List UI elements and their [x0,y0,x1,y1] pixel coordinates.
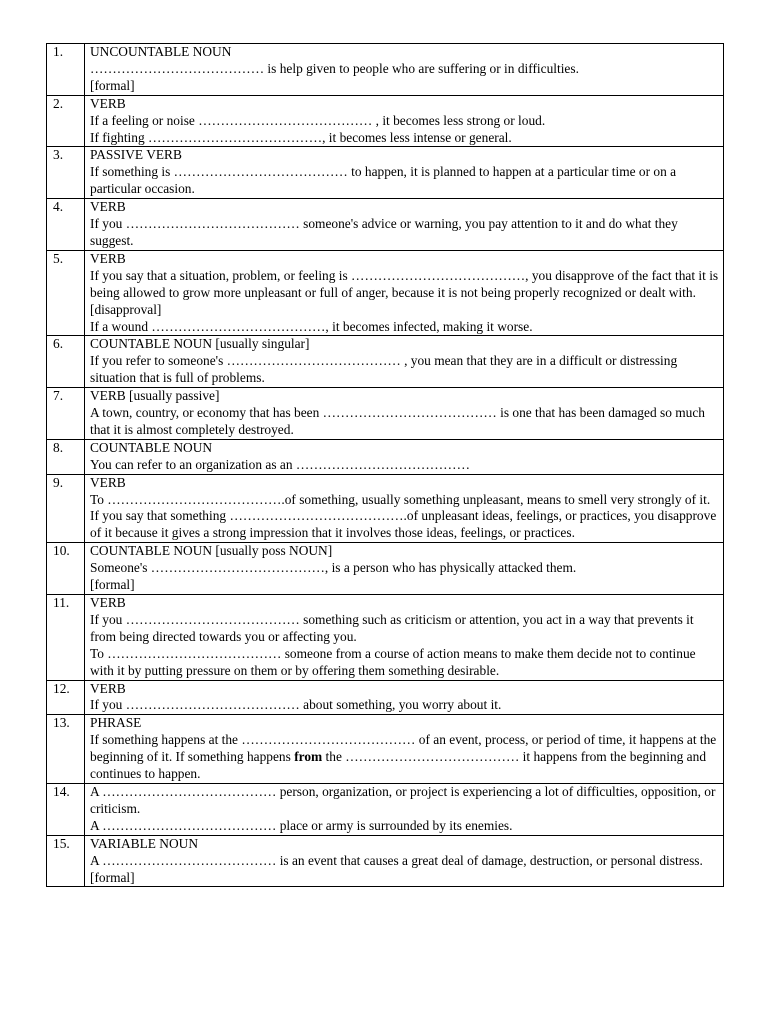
entry-definition [85,474,724,543]
definition-line: ………………………………… is help given to people who are suffering or in difficulties. [90,60,579,76]
definition-line: If you say that a situation, problem, or feeling is …………………………………, you disapprove of the fact that it is being allowed to grow more unpleasant or full of anger, because it is not being properly recognized or dealt with. [90,267,719,300]
entry-number: 12. [47,680,85,715]
table-row [47,336,724,388]
table-row [47,44,724,96]
entry-definition [85,199,724,251]
definition-line: If you ………………………………… someone's advice or warning, you pay attention to it and do what they suggest. [90,216,678,248]
entry-number: 2. [47,95,85,147]
definition-line: If you refer to someone's ………………………………… , you mean that they are in a difficult or distressing situation that is full of problems. [90,353,678,386]
entry-number: 5. [47,250,85,336]
definition-line: If fighting …………………………………, it becomes less intense or general. [90,129,512,145]
table-row [47,250,724,336]
entry-number: 13. [47,715,85,784]
table-row [47,715,724,784]
entry-number: 14. [47,783,85,835]
definition-line: A ………………………………… is an event that causes a great deal of damage, destruction, or personal distress. [90,852,703,868]
entry-definition [85,715,724,784]
definition-line: Someone's …………………………………, is a person who has physically attacked them. [90,560,577,576]
entry-definition [85,147,724,199]
definition-line: If a feeling or noise ………………………………… , it becomes less strong or loud. [90,112,546,128]
entry-number: 10. [47,543,85,595]
definition-text: If something happens at the ………………………………… of an event, process, or period of time, it happens at the beginning of it. If something happens [90,732,717,765]
entry-definition [85,44,724,96]
definition-line: VERB [90,595,126,610]
definition-text: the ………………………………… it happens from the beginning and continues to happen. [90,749,707,782]
entry-definition [85,250,724,336]
definition-line: PHRASE [90,715,142,731]
entry-definition [85,783,724,835]
definition-line: VERB [90,680,126,696]
definition-line [90,732,720,783]
definition-line: VERB [90,250,126,266]
definition-line: If you ………………………………… about something, you worry about it. [90,697,502,713]
vocabulary-worksheet [46,43,723,887]
table-row [47,439,724,474]
definition-line: [formal] [90,77,135,93]
definition-line: If you ………………………………… something such as criticism or attention, you act in a way that prevents it from being directed towards you or affecting you. [90,611,694,644]
definition-line: VARIABLE NOUN [90,835,198,851]
definition-line: A ………………………………… person, organization, or project is experiencing a lot of difficulties, opposition, or criticism. [90,783,716,816]
table-row [47,543,724,595]
table-row [47,680,724,715]
entry-number: 4. [47,199,85,251]
entry-definition [85,595,724,681]
definition-line: [formal] [90,869,135,885]
entry-definition [85,388,724,440]
emphasized-word: from [294,749,323,765]
table-row [47,199,724,251]
entry-number: 9. [47,474,85,543]
definition-line: To ………………………………… someone from a course of action means to make them decide not to continue with it by putting pressure on them or by offering them something desirable. [90,645,696,678]
definition-line: If something is ………………………………… to happen, it is planned to happen at a particular time or on a particular occasion. [90,164,677,197]
table-row [47,95,724,147]
entry-number: 8. [47,439,85,474]
table-row [47,783,724,835]
table-row [47,595,724,681]
table-row [47,388,724,440]
definition-line: If a wound …………………………………, it becomes infected, making it worse. [90,318,533,334]
definition-line: UNCOUNTABLE NOUN [90,44,232,59]
definition-line: VERB [90,199,126,215]
entry-number: 6. [47,336,85,388]
entry-number: 11. [47,595,85,681]
definition-line: [disapproval] [90,301,162,317]
definition-line: COUNTABLE NOUN [usually poss NOUN] [90,543,333,559]
table-row [47,835,724,887]
entry-number: 15. [47,835,85,887]
entry-definition [85,95,724,147]
entry-number: 3. [47,147,85,199]
table-row [47,474,724,543]
table-row [47,147,724,199]
definition-line: A ………………………………… place or army is surrounded by its enemies. [90,817,513,833]
entry-definition [85,439,724,474]
entry-definition [85,835,724,887]
entry-definition [85,680,724,715]
entry-definition [85,543,724,595]
definition-line: VERB [usually passive] [90,388,220,404]
entry-number: 7. [47,388,85,440]
definition-line: A town, country, or economy that has been ………………………………… is one that has been damaged so much that it is almost completely destroyed. [90,405,705,437]
definition-line: VERB [90,474,126,490]
vocabulary-table [46,43,724,887]
vocabulary-table-body [47,44,724,887]
definition-line: COUNTABLE NOUN [90,439,213,455]
definition-line: If you say that something ………………………………….of unpleasant ideas, feelings, or practices, you disapprove of it because it gives a strong impression that it involves those ideas, feelings, or practices. [90,508,717,541]
entry-number: 1. [47,44,85,96]
entry-definition [85,336,724,388]
definition-line: VERB [90,95,126,111]
definition-line: PASSIVE VERB [90,147,182,163]
definition-line: To ………………………………….of something, usually something unpleasant, means to smell very strongly of it. [90,491,711,507]
definition-line: COUNTABLE NOUN [usually singular] [90,336,310,352]
definition-line: [formal] [90,577,135,593]
definition-line: You can refer to an organization as an ………………………………… [90,456,470,472]
